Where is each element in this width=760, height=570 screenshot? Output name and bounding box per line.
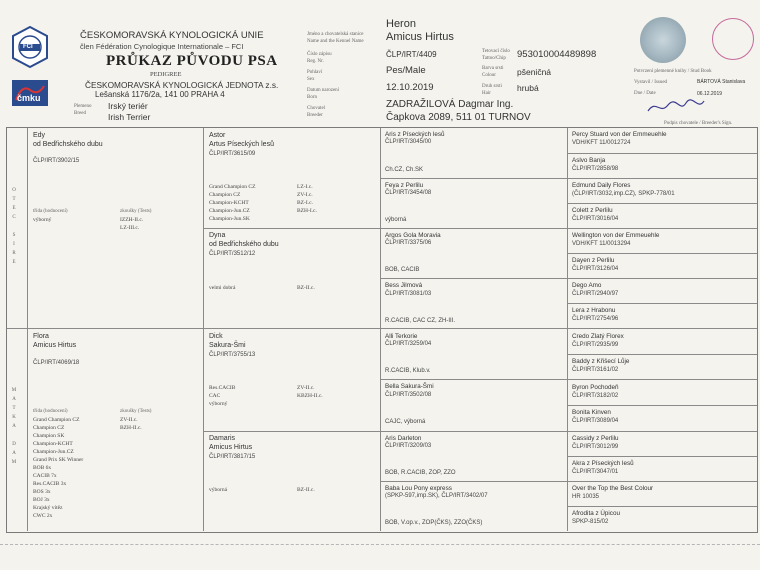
gggp-reg: ČLP/IRT/3126/04: [572, 266, 619, 272]
row-divider: [567, 153, 757, 154]
gp-test: BZ-II.c.: [297, 487, 315, 493]
dam-title: Champion-KCHT: [33, 441, 73, 447]
gggp-name: Aslvo Banja: [572, 157, 606, 164]
ggp-reg: ČLP/IRT/3502/08: [385, 392, 432, 398]
gp-test: BZH-I.c.: [297, 208, 317, 214]
dob-label-en: Born: [307, 95, 317, 100]
gp-test: BZ-II.c.: [297, 285, 315, 291]
dam-title: BOJ 3x: [33, 497, 50, 503]
breed-cz: Irský teriér: [108, 101, 148, 111]
row-divider: [380, 178, 757, 179]
dam-title: Champion CZ: [33, 425, 65, 431]
row-divider: [567, 303, 757, 304]
row-divider: [203, 228, 757, 229]
gp-title: velmi dobrá: [209, 285, 236, 291]
kennel-label-en: Name and the Kennel Name: [307, 39, 364, 44]
dam-value1: ZV-II.c.: [120, 417, 138, 423]
gp-kennel: Amicus Hirtus: [209, 444, 253, 451]
gp-reg: ČLP/IRT/3755/13: [209, 352, 256, 358]
breeder-name: ZADRAŽILOVÁ Dagmar Ing.: [386, 99, 514, 110]
dam-name: Flora: [33, 333, 49, 340]
gggp-reg: ČLP/IRT/2940/97: [572, 291, 619, 297]
cmku-logo-text: čmku: [17, 93, 41, 103]
ggp-name: Bess Jilmová: [385, 282, 423, 289]
col-divider: [380, 128, 381, 531]
ggp-name: Alli Terkorie: [385, 333, 418, 340]
gp-title: Champion-Jun.CZ: [209, 208, 250, 214]
sire-value1: výborný: [33, 217, 52, 223]
sex-label-en: Sex: [307, 77, 315, 82]
gp-test: KBZH-II.c.: [297, 393, 323, 399]
row-divider: [567, 253, 757, 254]
gp-title: Grand Champion CZ: [209, 184, 256, 190]
gp-test: ZV-II.c.: [297, 385, 315, 391]
org-name: ČESKOMORAVSKÁ KYNOLOGICKÁ UNIE: [80, 30, 264, 41]
row-divider: [567, 506, 757, 507]
row-divider: [567, 405, 757, 406]
dam-title: Champion SK: [33, 433, 65, 439]
gggp-name: Baddy z Křišecí Lůje: [572, 358, 630, 365]
gggp-name: Credo Zlatý Florex: [572, 333, 624, 340]
ggp-titles: BOB, CACIB: [385, 267, 420, 273]
gp-test: LZ-I.c.: [297, 184, 313, 190]
ggp-titles: R.CACIB, Klub.v.: [385, 368, 431, 374]
kennel-label: Jméno a chovatelská stanice: [307, 32, 364, 37]
dog-coat: hrubá: [517, 83, 539, 93]
gp-kennel: Artus Píseckých lesů: [209, 141, 274, 148]
dog-name: Heron: [386, 18, 416, 30]
dam-title: Res.CACIB 3x: [33, 481, 67, 487]
fci-logo-text: FCI: [23, 44, 33, 50]
gp-reg: ČLP/IRT/3512/12: [209, 251, 256, 257]
dam-reg: ČLP/IRT/4069/18: [33, 360, 80, 366]
ggp-reg: ČLP/IRT/3259/04: [385, 341, 432, 347]
sire-label2: zkoušky (Tests): [120, 209, 152, 214]
gggp-reg: ČLP/IRT/2935/99: [572, 342, 619, 348]
ggp-reg: ČLP/IRT/3375/06: [385, 240, 432, 246]
gggp-name: Cassidy z Perlilu: [572, 435, 619, 442]
gp-title: Champion-Jun.SK: [209, 216, 250, 222]
ggp-titles: Ch.CZ, Ch.SK: [385, 167, 424, 173]
ggp-name: Baba Lou Pony express: [385, 485, 452, 492]
row-divider: [380, 278, 757, 279]
ggp-titles: CAJC, výborná: [385, 419, 426, 425]
stamp-seal: [712, 18, 754, 60]
chip-no: 953010004489898: [517, 49, 597, 60]
dog-dob: 12.10.2019: [386, 82, 434, 93]
gp-test: BZ-I.c.: [297, 200, 313, 206]
fci-logo: [12, 26, 48, 68]
dam-title: BOB 6x: [33, 465, 52, 471]
gp-title: Champion-KCHT: [209, 200, 249, 206]
gp-title: Champion CZ: [209, 192, 241, 198]
dam-title: CACIB 7x: [33, 473, 57, 479]
breed-label-en: Breed: [74, 111, 86, 116]
gggp-reg: ČLP/IRT/3047/01: [572, 469, 619, 475]
tattoo-label: Tetovací číslo: [482, 49, 510, 54]
signature: [646, 97, 706, 117]
issued-by-label: Vystavil / Issued: [634, 80, 668, 85]
ggp-name: Argos Gola Moravia: [385, 232, 441, 239]
dam-label1: třída (hodnocení): [33, 409, 68, 414]
sire-kennel: od Bedřichského dubu: [33, 141, 103, 148]
reg-label: Číslo zápisu: [307, 52, 332, 57]
gggp-name: Bonita Kinven: [572, 409, 611, 416]
gp-name: Dyna: [209, 232, 226, 239]
row-divider: [567, 456, 757, 457]
gggp-name: Afrodita z Úpicou: [572, 510, 620, 517]
sire-name: Edy: [33, 132, 46, 139]
gggp-name: Dayen z Perlilu: [572, 257, 615, 264]
gggp-reg: ČLP/IRT/3016/04: [572, 216, 619, 222]
breeder-label: Chovatel: [307, 106, 326, 111]
dog-color: pšeničná: [517, 67, 552, 77]
ggp-reg: (SPKP-597,imp.SK), ČLP/IRT/3402/07: [385, 493, 488, 499]
sire-value2: IZZH-II.c.: [120, 217, 144, 223]
gp-reg: ČLP/IRT/3615/09: [209, 151, 256, 157]
gggp-name: Lera z Hrabonu: [572, 307, 616, 314]
reg-label-en: Reg. Nr.: [307, 59, 324, 64]
ggp-reg: ČLP/IRT/3454/08: [385, 190, 432, 196]
dam-title: Champion-Jun.CZ: [33, 449, 74, 455]
row-divider: [7, 328, 757, 329]
ggp-titles: BOB, V.op.v., ZOP(ČKS), ZZO(ČKS): [385, 520, 483, 526]
col-divider: [27, 128, 28, 531]
gp-title: CAC: [209, 393, 221, 399]
gggp-reg: SPKP-815/02: [572, 519, 609, 525]
dam-label2: zkoušky (Tests): [120, 409, 152, 414]
gp-kennel: Sakura-Šmi: [209, 342, 246, 349]
gggp-name: Percy Stuard von der Emmeuehle: [572, 131, 667, 138]
breeder-address: Čapkova 2089, 511 01 TURNOV: [386, 112, 531, 123]
gggp-reg: VDH/KFT 11/0012724: [572, 140, 631, 146]
dog-sex: Pes/Male: [386, 65, 426, 76]
gggp-name: Dego Amo: [572, 282, 602, 289]
hologram-seal: [640, 17, 686, 63]
color-label: Barva srsti: [482, 66, 504, 71]
ggp-name: Aris z Píseckých lesů: [385, 131, 445, 138]
side-label-otec: O T E C S I R E: [12, 188, 16, 265]
doc-subtitle: PEDIGREE: [150, 71, 182, 78]
gggp-reg: (ČLP/IRT/3032,imp.CZ), SPKP-778/01: [572, 191, 675, 197]
dam-title: Grand Champion CZ: [33, 417, 80, 423]
gggp-reg: ČLP/IRT/3161/02: [572, 367, 619, 373]
row-divider: [567, 354, 757, 355]
gggp-reg: HR 10035: [572, 494, 600, 500]
ggp-titles: výborná: [385, 217, 407, 223]
gggp-name: Wellington von der Emmeuehle: [572, 232, 660, 239]
dam-kennel: Amicus Hirtus: [33, 342, 77, 349]
color-label-en: Colour: [482, 73, 496, 78]
gp-name: Astor: [209, 132, 226, 139]
gggp-reg: ČLP/IRT/2858/98: [572, 166, 619, 172]
tattoo-label-en: Tattoo/Chip: [482, 56, 506, 61]
gggp-name: Byron Pochodeň: [572, 384, 619, 391]
coat-label-en: Hair: [482, 91, 491, 96]
row-divider: [567, 203, 757, 204]
dam-value2: BZH-II.c.: [120, 425, 142, 431]
sex-label: Pohlaví: [307, 70, 323, 75]
ggp-name: Feya z Perlilu: [385, 182, 424, 189]
gggp-name: Colett z Perlilu: [572, 207, 613, 214]
date-label: Dne / Date: [634, 91, 656, 96]
ggp-name: Aris Darleton: [385, 435, 422, 442]
dam-title: Krajský vítěz: [33, 505, 63, 511]
sire-label1: třída (hodnocení): [33, 209, 68, 214]
side-label-matka: M A T K A D A M: [11, 388, 17, 465]
gggp-name: Akra z Píseckých lesů: [572, 460, 634, 467]
ggp-titles: BOB, R.CACIB, ZOP, ZZO: [385, 470, 456, 476]
ggp-reg: ČLP/IRT/3045/00: [385, 139, 432, 145]
row-divider: [380, 481, 757, 482]
gggp-reg: ČLP/IRT/3089/04: [572, 418, 619, 424]
club-address: Lešanská 1176/2a, 141 00 PRAHA 4: [95, 90, 225, 99]
row-divider: [380, 379, 757, 380]
gp-name: Dick: [209, 333, 223, 340]
gp-test: ZV-I.c.: [297, 192, 313, 198]
ggp-reg: ČLP/IRT/3209/03: [385, 443, 432, 449]
dob-label: Datum narození: [307, 88, 340, 93]
col-divider: [567, 128, 568, 531]
dam-title: CWC 2x: [33, 513, 53, 519]
gggp-name: Edmund Daily Flores: [572, 182, 631, 189]
gggp-reg: VDH/KFT 11/0013294: [572, 241, 631, 247]
gp-title: Res.CACIB: [209, 385, 236, 391]
coat-label: Druh srsti: [482, 84, 502, 89]
breed-label: Plemeno: [74, 104, 92, 109]
club-name: ČESKOMORAVSKÁ KYNOLOGICKÁ JEDNOTA z.s.: [85, 80, 279, 90]
breed-en: Irish Terrier: [108, 112, 151, 122]
gp-reg: ČLP/IRT/3817/15: [209, 454, 256, 460]
cmku-logo: [12, 80, 48, 106]
doc-title: PRŮKAZ PŮVODU PSA: [106, 53, 278, 69]
gp-title: výborný: [209, 401, 228, 407]
gggp-reg: ČLP/IRT/3182/02: [572, 393, 619, 399]
breeder-label-en: Breeder: [307, 113, 323, 118]
row-divider: [203, 431, 757, 432]
gp-name: Damaris: [209, 435, 236, 442]
dam-title: BOS 3x: [33, 489, 51, 495]
dog-kennel: Amicus Hirtus: [386, 31, 454, 43]
ggp-reg: ČLP/IRT/3081/03: [385, 291, 432, 297]
issued-label: Potvrzení plemenné knihy / Stud Book: [634, 69, 712, 74]
gp-title: výborná: [209, 487, 228, 493]
gggp-reg: ČLP/IRT/3012/99: [572, 444, 619, 450]
issue-date: 06.12.2019: [697, 91, 723, 97]
org-member: člen Fédération Cynologique Internationale – FCI: [80, 42, 244, 51]
gggp-reg: ČLP/IRT/2754/96: [572, 316, 619, 322]
signature-label: Podpis chovatele / Breeder's Sign.: [664, 121, 733, 126]
ggp-titles: R.CACIB, CAC CZ, ZH-III.: [385, 318, 456, 324]
gp-kennel: od Bedřichského dubu: [209, 241, 279, 248]
sire-reg: ČLP/IRT/3902/15: [33, 158, 80, 164]
sire-value3: LZ-III.c.: [120, 225, 140, 231]
gggp-name: Over the Top the Best Colour: [572, 485, 654, 492]
pedigree-table: [6, 127, 758, 533]
dam-title: Grand Prix SK Winner: [33, 457, 84, 463]
ggp-name: Bella Sakura-Šmi: [385, 383, 434, 390]
col-divider: [203, 128, 204, 531]
perforation-strip: [0, 544, 760, 548]
issuer: BÁRTOVÁ Stanislava: [697, 79, 746, 85]
reg-no: ČLP/IRT/4409: [386, 50, 437, 59]
